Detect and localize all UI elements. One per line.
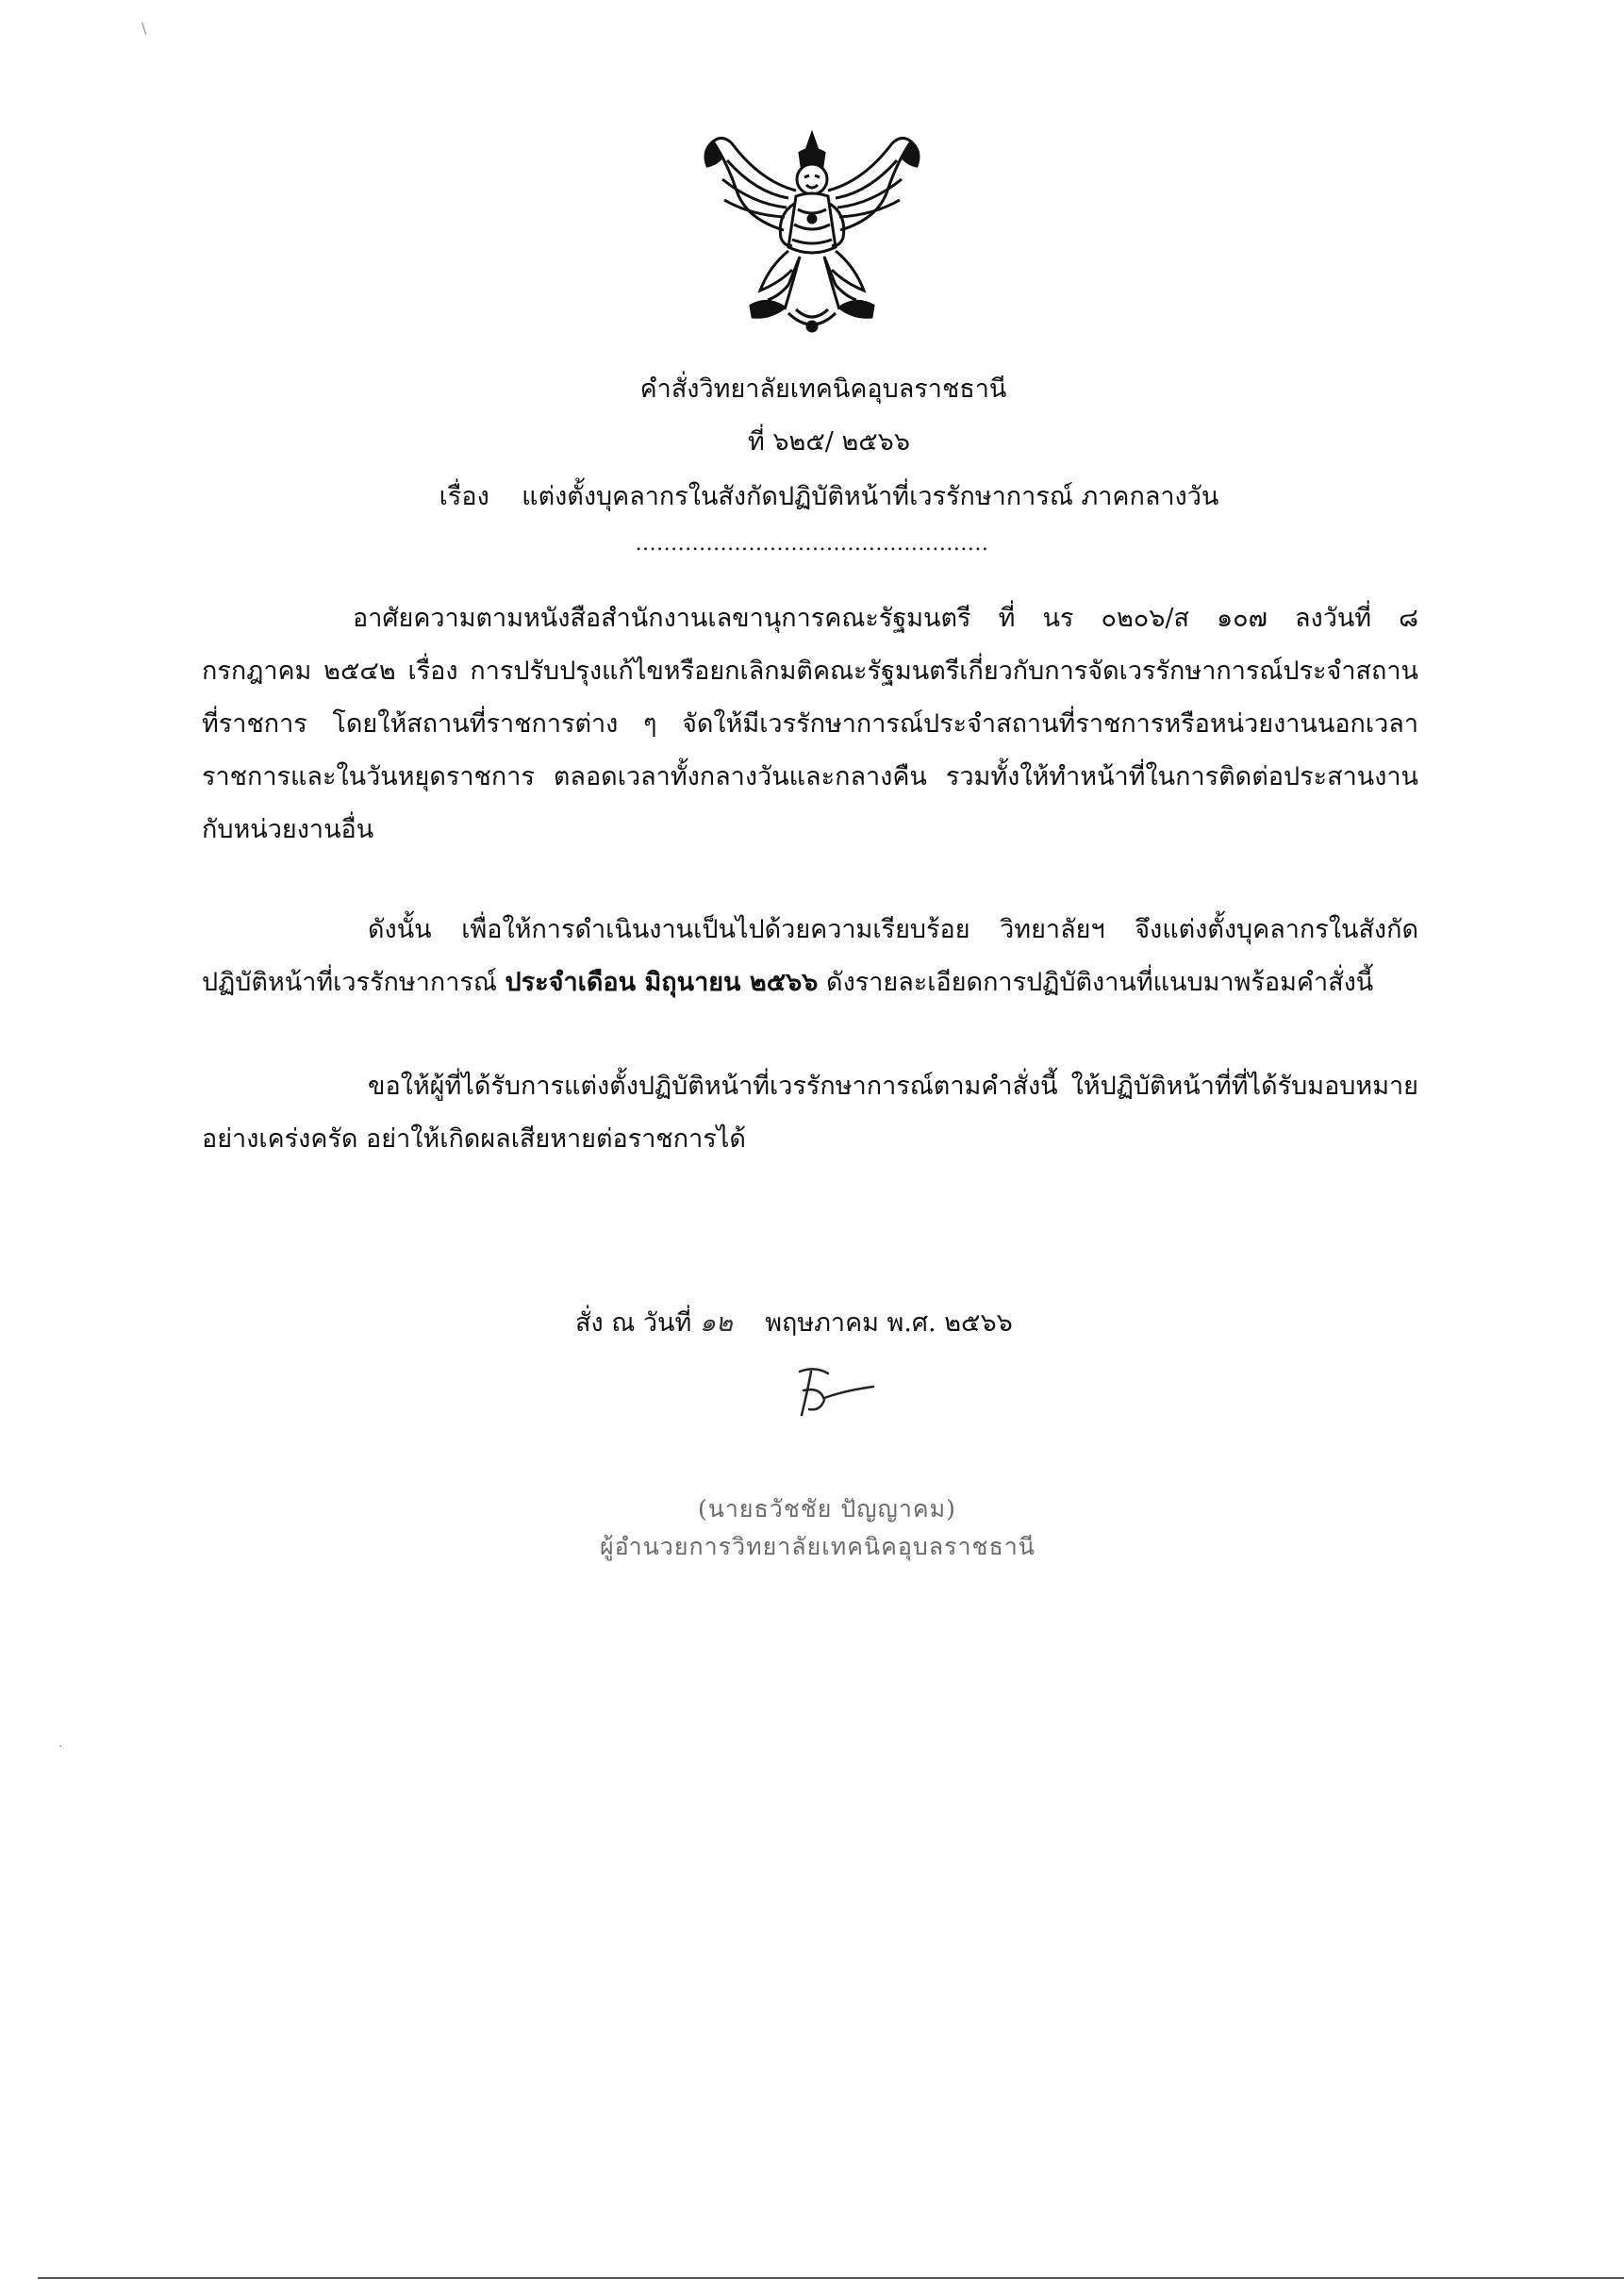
paragraph-2-month: ประจำเดือน มิถุนายน ๒๕๖๖ [505,968,819,997]
order-subject [17,475,1624,516]
paragraph-1-text: อาศัยความตามหนังสือสำนักงานเลขานุการคณะรัฐมนตรี ที่ นร ๐๒๐๖/ส ๑๐๗ ลงวันที่ ๘ กรกฎาคม ๒๕๔๒ เรื่อง การปรับปรุงแก้ไขหรือยกเลิกมติคณะรัฐมนตรีเกี่ยวกับการจัดเวรรักษาการณ์ประจำสถานที่ราชการ โดยให้สถานที่ราชการต่าง ๆ จัดให้มีเวรรักษาการณ์ประจำสถานที่ราชการหรือหน่วยงานนอกเวลาราชการและในวันหยุดราชการ ตลอดเวลาทั้งกลางวันและกลางคืน รวมทั้งให้ทำหน้าที่ในการติดต่อประสานงานกับหน่วยงานอื่น [202,604,1418,844]
scan-edge-line [38,2277,1624,2279]
signer-position: ผู้อำนวยการวิทยาลัยเทคนิคอุบลราชธานี [600,1533,1036,1560]
garuda-emblem-icon [694,125,930,341]
order-number: ที่ ๖๒๕/ ๒๕๖๖ [748,427,910,457]
signer-name: (นายธวัชชัย ปัญญาคม) [698,1495,956,1522]
given-prefix: สั่ง ณ วันที่ [575,1308,692,1338]
section-divider: .................................................. [635,532,989,556]
subject-label: เรื่อง [439,482,489,511]
paragraph-authority [202,592,1418,857]
subject-text: แต่งตั้งบุคลากรในสังกัดปฏิบัติหน้าที่เวรรักษาการณ์ ภาคกลางวัน [522,482,1219,511]
scan-speck: \ [141,19,147,37]
scan-speck: . [58,1736,63,1751]
paragraph-2-tail: ดังรายละเอียดการปฏิบัติงานที่แนบมาพร้อมคำสั่งนี้ [826,968,1374,997]
paragraph-instruction [202,1060,1418,1166]
order-title: คำสั่งวิทยาลัยเทคนิคอุบลราชธานี [639,374,1007,404]
paragraph-3-text: ขอให้ผู้ที่ได้รับการแต่งตั้งปฏิบัติหน้าที่เวรรักษาการณ์ตามคำสั่งนี้ ให้ปฏิบัติหน้าที่ที่ได้รับมอบหมายอย่างเคร่งครัด อย่าให้เกิดผลเสียหายต่อราชการได้ [202,1072,1418,1154]
paragraph-appointment [202,904,1418,1009]
handwritten-signature-icon [783,1362,887,1428]
given-day: ๑๒ [699,1308,733,1338]
given-month-year: พฤษภาคม พ.ศ. ๒๕๖๖ [765,1308,1013,1338]
given-date [575,1302,1013,1342]
paragraph-2-text: ดังนั้น เพื่อให้การดำเนินงานเป็นไปด้วยความเรียบร้อย วิทยาลัยฯ จึงแต่งตั้งบุคลากรในสังกัดปฏิบัติหน้าที่เวรรักษาการณ์ [202,915,1418,997]
